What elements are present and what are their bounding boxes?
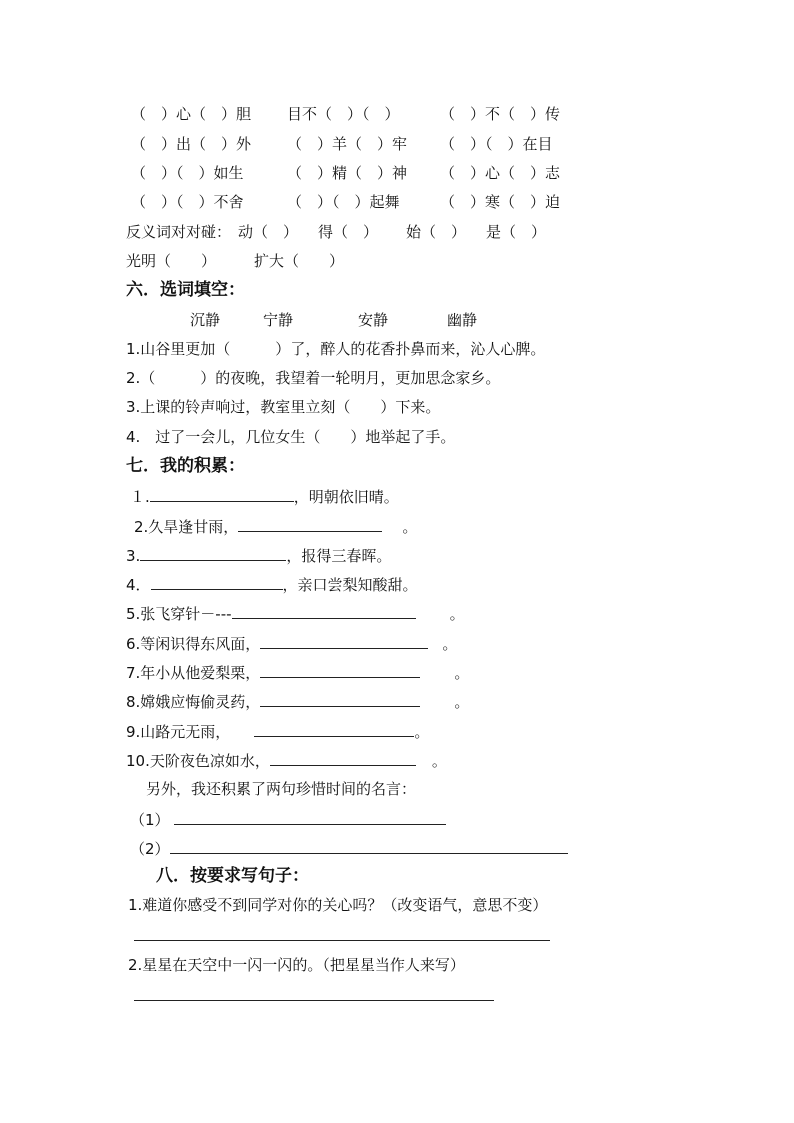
fill-line bbox=[126, 573, 418, 595]
idiom: （ ）寒（ ）迫 bbox=[440, 193, 561, 211]
antonym-item: 扩大（ ） bbox=[254, 252, 345, 270]
antonym-lead: 反义词对对碰： bbox=[126, 223, 232, 241]
answer-blank[interactable] bbox=[174, 808, 446, 825]
question: 3.上课的铃声响过，教室里立刻（ ）下来。 bbox=[126, 398, 441, 416]
answer-blank[interactable] bbox=[232, 602, 416, 619]
section-6-title: 六．选词填空： bbox=[126, 280, 245, 300]
suffix: ，亲口尝梨知酸甜。 bbox=[282, 576, 418, 594]
fill-line bbox=[130, 808, 446, 830]
answer-blank[interactable] bbox=[254, 720, 414, 737]
suffix: 。 bbox=[431, 752, 447, 770]
suffix: ，报得三春晖。 bbox=[286, 547, 392, 565]
fill-line bbox=[126, 544, 391, 566]
antonym-item: 动（ ） bbox=[238, 223, 299, 241]
fill-line bbox=[134, 515, 417, 537]
fill-line bbox=[126, 720, 429, 742]
fill-line bbox=[126, 690, 469, 712]
question: 1.难道你感受不到同学对你的关心吗？（改变语气，意思不变） bbox=[128, 896, 548, 914]
word-bank-item: 沉静 bbox=[190, 311, 221, 329]
prefix: 2.久旱逢甘雨， bbox=[134, 518, 239, 536]
antonym-item: 得（ ） bbox=[318, 223, 379, 241]
prefix: （2） bbox=[130, 840, 170, 858]
answer-blank[interactable] bbox=[260, 690, 420, 707]
idiom: （ ）不（ ）传 bbox=[440, 105, 561, 123]
question: 2.星星在天空中一闪一闪的。（把星星当作人来写） bbox=[128, 956, 465, 974]
idiom: （ ）（ ）起舞 bbox=[287, 193, 400, 211]
answer-blank[interactable] bbox=[270, 749, 416, 766]
question: 2.（ ）的夜晚，我望着一轮明月，更加思念家乡。 bbox=[126, 369, 501, 387]
answer-line[interactable] bbox=[134, 940, 550, 941]
suffix: 。 bbox=[442, 635, 458, 653]
prefix: １. bbox=[130, 488, 150, 506]
fill-line bbox=[126, 632, 457, 654]
suffix: 。 bbox=[454, 693, 470, 711]
prefix: 9.山路元无雨， bbox=[126, 723, 231, 741]
word-bank-item: 宁静 bbox=[263, 311, 294, 329]
answer-blank[interactable] bbox=[140, 544, 286, 561]
question: 4. 过了一会儿，几位女生（ ）地举起了手。 bbox=[126, 428, 456, 446]
suffix: 。 bbox=[454, 664, 470, 682]
suffix: 。 bbox=[449, 605, 465, 623]
idiom: （ ）精（ ）神 bbox=[287, 164, 408, 182]
prefix: 3. bbox=[126, 547, 141, 565]
idiom: 目不（ ）（ ） bbox=[287, 105, 400, 123]
suffix: 。 bbox=[414, 723, 430, 741]
answer-blank[interactable] bbox=[150, 485, 294, 502]
answer-blank[interactable] bbox=[260, 632, 428, 649]
word-bank-item: 安静 bbox=[358, 311, 389, 329]
idiom: （ ）（ ）不舍 bbox=[131, 193, 244, 211]
prefix: 10.天阶夜色凉如水， bbox=[126, 752, 270, 770]
prefix: 5.张飞穿针－--- bbox=[126, 605, 232, 623]
antonym-item: 是（ ） bbox=[486, 223, 547, 241]
prefix: （1） bbox=[130, 811, 170, 829]
answer-blank[interactable] bbox=[170, 837, 568, 854]
prefix: 6.等闲识得东风面， bbox=[126, 635, 261, 653]
idiom: （ ）出（ ）外 bbox=[131, 135, 252, 153]
question: 1.山谷里更加（ ）了，醉人的花香扑鼻而来，沁人心脾。 bbox=[126, 340, 546, 358]
idiom: （ ）羊（ ）牢 bbox=[287, 135, 408, 153]
fill-line bbox=[130, 485, 399, 507]
section-7-title: 七．我的积累： bbox=[126, 456, 245, 476]
section-8-title: 八．按要求写句子： bbox=[156, 866, 309, 886]
word-bank-item: 幽静 bbox=[447, 311, 478, 329]
fill-line bbox=[126, 661, 469, 683]
answer-blank[interactable] bbox=[151, 573, 283, 590]
prefix: 7.年小从他爱梨栗， bbox=[126, 664, 261, 682]
prefix: 8.嫦娥应悔偷灵药， bbox=[126, 693, 261, 711]
idiom: （ ）（ ）如生 bbox=[131, 164, 244, 182]
extra-instruction: 另外，我还积累了两句珍惜时间的名言： bbox=[146, 780, 417, 798]
antonym-item: 始（ ） bbox=[406, 223, 467, 241]
answer-blank[interactable] bbox=[238, 515, 382, 532]
answer-blank[interactable] bbox=[260, 661, 420, 678]
prefix: 4． bbox=[126, 576, 151, 594]
answer-line[interactable] bbox=[134, 1000, 494, 1001]
fill-line bbox=[130, 837, 568, 859]
fill-line bbox=[126, 602, 465, 624]
suffix: ，明朝依旧晴。 bbox=[293, 488, 399, 506]
idiom: （ ）（ ）在目 bbox=[440, 135, 553, 153]
idiom: （ ）心（ ）志 bbox=[440, 164, 561, 182]
suffix: 。 bbox=[402, 518, 418, 536]
idiom: （ ）心（ ）胆 bbox=[131, 105, 252, 123]
antonym-item: 光明（ ） bbox=[126, 252, 217, 270]
fill-line bbox=[126, 749, 447, 771]
